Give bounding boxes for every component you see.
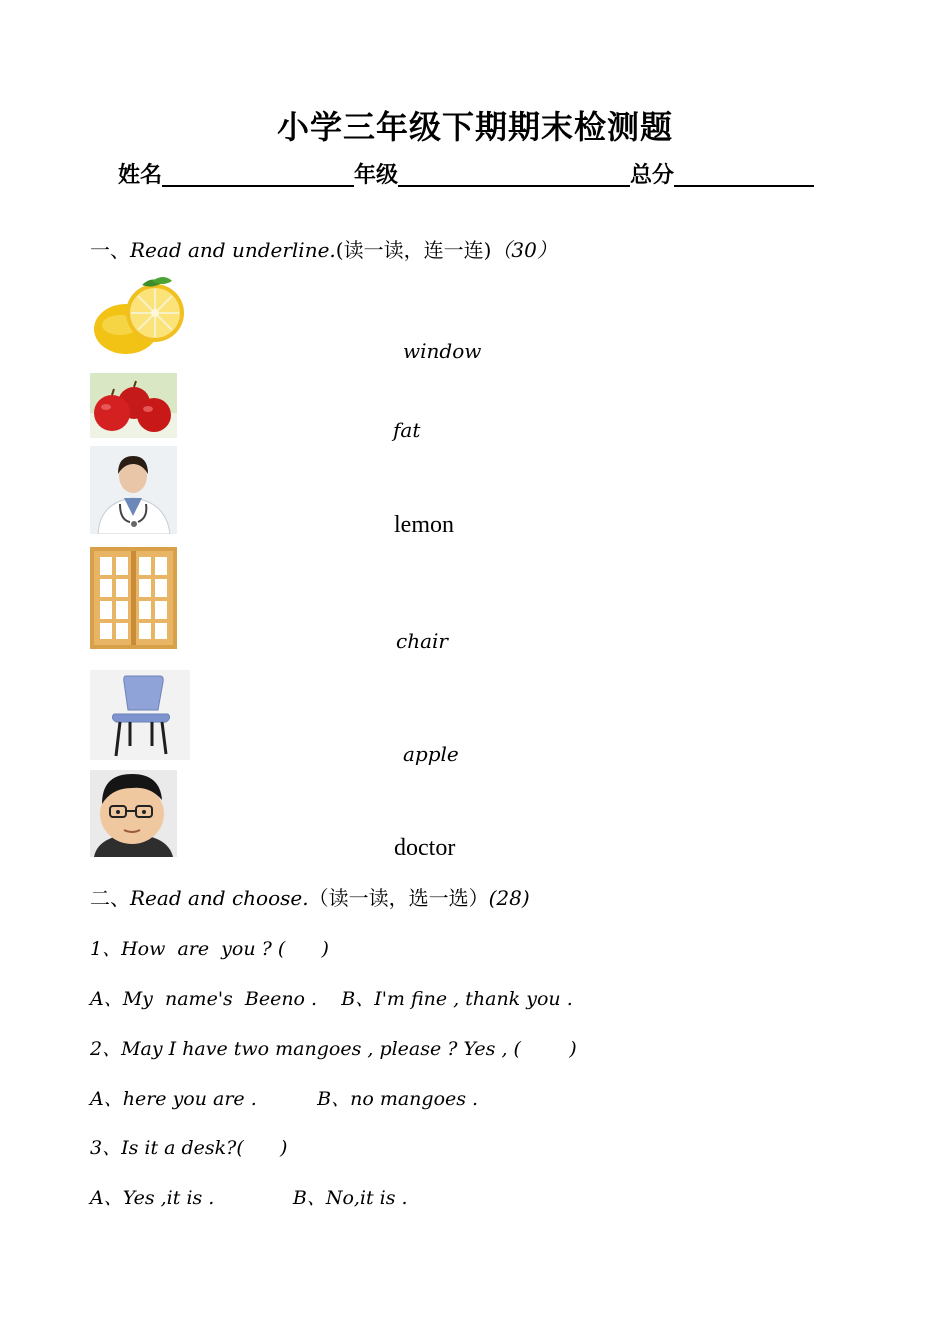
- word-6[interactable]: doctor: [394, 835, 456, 861]
- section-1-score: （30）: [491, 238, 557, 262]
- section-1-heading: [90, 234, 557, 263]
- question-1-options[interactable]: A、My name's Beeno . B、I'm fine , thank you .: [90, 988, 573, 1010]
- section-1-english: Read and underline.: [130, 238, 336, 262]
- section-2-score: (28): [488, 886, 530, 910]
- question-3: 3、Is it a desk?( ): [90, 1137, 288, 1159]
- section-1-number: 一、: [90, 238, 130, 262]
- question-2: 2、May I have two mangoes , please ? Yes , ( ): [90, 1038, 577, 1060]
- score-blank[interactable]: [674, 163, 814, 187]
- name-blank[interactable]: [162, 163, 354, 187]
- word-1[interactable]: window: [403, 339, 482, 363]
- question-1: 1、How are you ? ( ): [90, 938, 329, 960]
- word-4[interactable]: chair: [396, 629, 448, 653]
- question-2-options[interactable]: A、here you are . B、no mangoes .: [90, 1088, 479, 1110]
- lemon-image: [90, 275, 188, 359]
- section-2-heading: [90, 882, 530, 911]
- grade-blank[interactable]: [398, 163, 630, 187]
- question-3-options[interactable]: A、Yes ,it is . B、No,it is .: [90, 1187, 408, 1209]
- section-2-number: 二、: [90, 886, 130, 910]
- section-2-chinese: （读一读，选一选）: [308, 886, 489, 910]
- name-label: 姓名: [118, 163, 163, 188]
- fat-man-image: [90, 770, 177, 857]
- word-2[interactable]: fat: [393, 418, 421, 442]
- section-1-chinese: (读一读，连一连): [335, 238, 492, 262]
- grade-label: 年级: [354, 163, 399, 188]
- window-image: [90, 547, 177, 649]
- word-5[interactable]: apple: [403, 742, 459, 766]
- doctor-image: [90, 446, 177, 534]
- apple-image: [90, 373, 177, 438]
- chair-image: [90, 670, 190, 760]
- word-3[interactable]: lemon: [394, 512, 454, 538]
- section-2-english: Read and choose.: [130, 886, 309, 910]
- student-info-row: [118, 158, 814, 189]
- page-title: 小学三年级下期期末检测题: [276, 108, 673, 146]
- score-label: 总分: [630, 163, 675, 188]
